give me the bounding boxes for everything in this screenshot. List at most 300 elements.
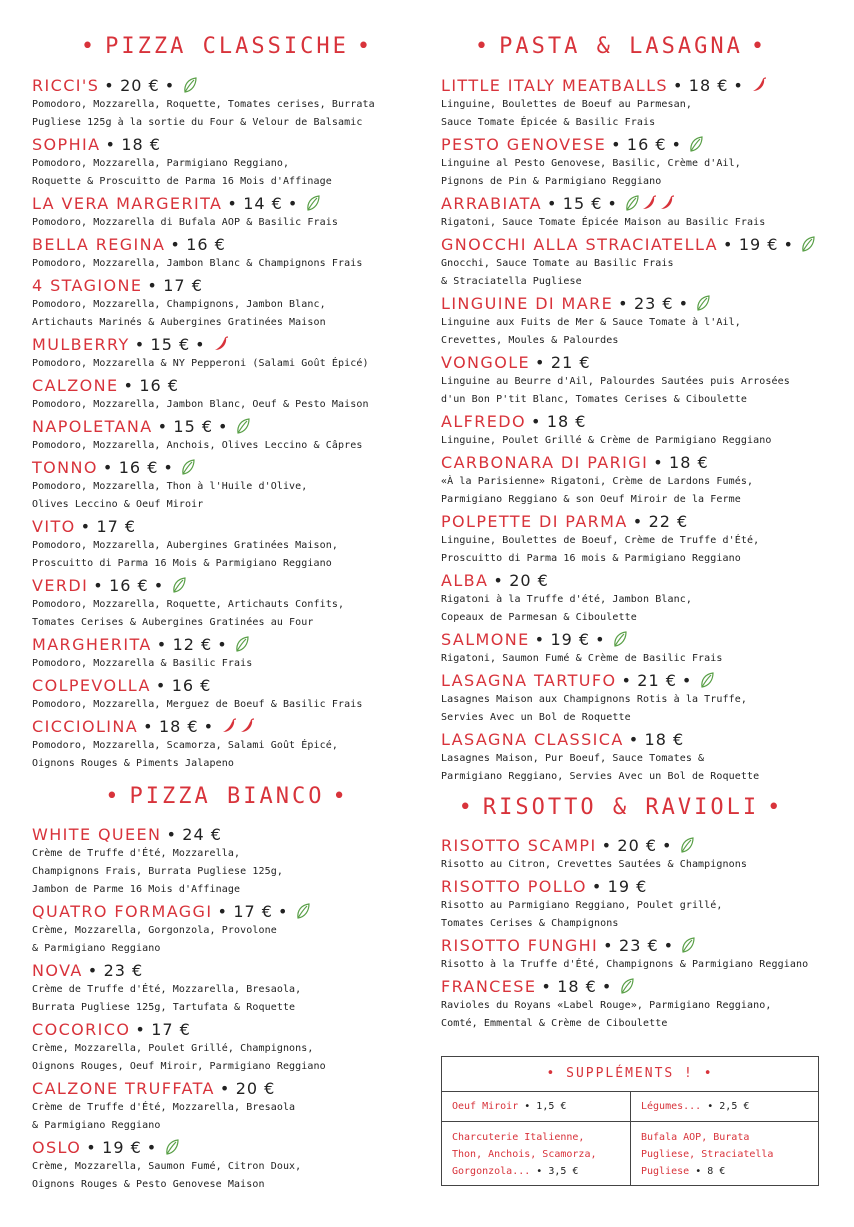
menu-item-name: PESTO GENOVESE: [441, 135, 607, 154]
menu-item-name: VONGOLE: [441, 353, 531, 372]
separator: •: [227, 194, 239, 213]
leaf-icon: [680, 837, 694, 853]
supplement-label: Bufala AOP, Burata: [641, 1132, 750, 1143]
menu-item-price: 17 €: [163, 276, 203, 295]
menu-item-description: Crème de Truffe d'Été, Mozzarella, Bresaola,: [32, 984, 302, 995]
menu-item-description: Crème, Mozzarella, Gorgonzola, Provolone: [32, 925, 277, 936]
menu-item-description: Proscuitto di Parma 16 mois & Parmigiano Reggiano: [441, 553, 741, 564]
menu-item-price: 17 €: [233, 902, 273, 921]
menu-item-name: COLPEVOLLA: [32, 676, 151, 695]
menu-item-header: [441, 194, 843, 214]
menu-item-description: Pomodoro, Mozzarella, Merguez de Boeuf & Basilic Frais: [32, 699, 363, 710]
separator: •: [135, 1020, 147, 1039]
menu-item-header: [32, 76, 422, 96]
separator: •: [607, 194, 619, 213]
leaf-icon: [296, 903, 310, 919]
menu-item: [441, 350, 843, 409]
menu-item-name: SOPHIA: [32, 135, 101, 154]
menu-item-description: Crevettes, Moules & Palourdes: [441, 335, 619, 346]
leaf-icon: [172, 577, 186, 593]
menu-item-header: [441, 294, 843, 314]
leaf-icon: [181, 459, 195, 475]
menu-item-header: [441, 571, 843, 591]
menu-item-name: FRANCESE: [441, 977, 537, 996]
menu-item-name: ALFREDO: [441, 412, 527, 431]
leaf-icon: [235, 636, 249, 652]
menu-item-description: Oignons Rouges & Pesto Genovese Maison: [32, 1179, 265, 1190]
separator: •: [663, 936, 675, 955]
menu-item-description: Roquette & Proscuitto de Parma 16 Mois d'Affinage: [32, 176, 332, 187]
menu-item-description: Crème, Mozzarella, Poulet Grillé, Champignons,: [32, 1043, 314, 1054]
menu-item-description: Comté, Emmental & Crème de Ciboulette: [441, 1018, 668, 1029]
menu-item-description: Linguine al Pesto Genovese, Basilic, Crème d'Ail,: [441, 158, 741, 169]
menu-item-header: [32, 1079, 422, 1099]
menu-item-name: CALZONE TRUFFATA: [32, 1079, 215, 1098]
menu-item: [441, 409, 843, 450]
menu-item: [441, 76, 843, 132]
menu-item-description: Parmigiano Reggiano & son Oeuf Miroir de la Ferme: [441, 494, 741, 505]
menu-item-name: MARGHERITA: [32, 635, 152, 654]
separator: •: [541, 977, 553, 996]
menu-item-name: COCORICO: [32, 1020, 131, 1039]
menu-item-price: 18 €: [557, 977, 597, 996]
divider: [442, 1121, 818, 1122]
separator: •: [219, 1079, 231, 1098]
menu-item: [32, 825, 422, 899]
supplement-label: Thon, Anchois, Scamorza,: [452, 1149, 597, 1160]
menu-item-description: Linguine aux Fuits de Mer & Sauce Tomate à l'Ail,: [441, 317, 741, 328]
menu-item-description: «À la Parisienne» Rigatoni, Crème de Lardons Fumés,: [441, 476, 754, 487]
menu-item-price: 19 €: [102, 1138, 142, 1157]
menu-item: [32, 373, 422, 414]
leaf-icon: [613, 631, 627, 647]
menu-item-name: RICCI'S: [32, 76, 100, 95]
menu-item-description: Tomates Cerises & Aubergines Gratinées au Four: [32, 617, 314, 628]
menu-item: [441, 668, 843, 727]
menu-item-description: Parmigiano Reggiano, Servies Avec un Bol de Roquette: [441, 771, 760, 782]
separator: •: [164, 76, 176, 95]
menu-item-description: Copeaux de Parmesan & Ciboulette: [441, 612, 637, 623]
menu-item-description: Linguine au Beurre d'Ail, Palourdes Sautées puis Arrosées: [441, 376, 790, 387]
menu-item-description: Crème de Truffe d'Été, Mozzarella, Bresaola: [32, 1102, 296, 1113]
supplement-price: • 2,5 €: [701, 1101, 750, 1112]
separator: •: [653, 453, 665, 472]
separator: •: [628, 730, 640, 749]
menu-item: [441, 450, 843, 509]
menu-item-header: [32, 1020, 422, 1040]
menu-item-price: 18 €: [688, 76, 729, 95]
separator: •: [531, 412, 542, 431]
supplement-label: Pugliese, Straciatella: [641, 1149, 774, 1160]
separator: •: [595, 630, 606, 649]
menu-item-price: 12 €: [172, 635, 213, 654]
supplement-cell: [641, 1129, 811, 1180]
menu-item-price: 19 €: [607, 877, 648, 896]
leaf-icon: [183, 77, 197, 93]
chili-pepper-icon: [751, 77, 767, 93]
menu-item-name: VERDI: [32, 576, 89, 595]
supplements-title: • SUPPLÉMENTS ! •: [442, 1057, 818, 1092]
menu-item-description: Pomodoro, Mozzarella, Parmigiano Reggiano,: [32, 158, 290, 169]
menu-item-name: WHITE QUEEN: [32, 825, 162, 844]
menu-item-description: d'un Bon P'tit Blanc, Tomates Cerises & Ciboulette: [441, 394, 748, 405]
separator: •: [156, 635, 168, 654]
menu-item-description: Pomodoro, Mozzarella & NY Pepperoni (Salami Goût Épicé): [32, 358, 369, 369]
menu-item: [32, 958, 422, 1017]
menu-item-header: [441, 412, 843, 432]
separator: •: [217, 635, 229, 654]
menu-item-description: Risotto au Parmigiano Reggiano, Poulet grillé,: [441, 900, 723, 911]
supplement-cell: [452, 1098, 628, 1115]
menu-item-price: 20 €: [509, 571, 549, 590]
supplement-cell: [452, 1129, 628, 1180]
menu-item: [32, 899, 422, 958]
menu-item-price: 19 €: [738, 235, 779, 254]
menu-item-price: 18 €: [158, 717, 199, 736]
menu-item-description: Crème de Truffe d'Été, Mozzarella,: [32, 848, 241, 859]
menu-item-price: 20 €: [235, 1079, 276, 1098]
risotto-ravioli-list: [441, 836, 843, 1033]
menu-item-price: 18 €: [644, 730, 685, 749]
menu-item-name: LA VERA MARGERITA: [32, 194, 223, 213]
menu-item: [441, 727, 843, 786]
separator: •: [601, 977, 613, 996]
menu-item: [441, 836, 843, 874]
menu-item: [441, 874, 843, 933]
separator: •: [155, 676, 167, 695]
menu-item-description: Pomodoro, Mozzarella, Roquette, Tomates cerises, Burrata: [32, 99, 375, 110]
menu-item-header: [441, 730, 843, 750]
menu-item-price: 15 €: [562, 194, 603, 213]
separator: •: [535, 353, 546, 372]
separator: •: [170, 235, 182, 254]
menu-item-description: Lasagnes Maison aux Champignons Rotis à la Truffe,: [441, 694, 748, 705]
leaf-icon: [620, 978, 634, 994]
separator: •: [153, 576, 165, 595]
menu-item: [32, 273, 422, 332]
menu-item: [32, 1017, 422, 1076]
menu-item-header: [441, 453, 843, 473]
menu-item: [32, 514, 422, 573]
menu-item-description: Pomodoro, Mozzarella, Scamorza, Salami Goût Épicé,: [32, 740, 339, 751]
separator: •: [195, 335, 207, 354]
menu-item-header: [32, 235, 422, 255]
separator: •: [603, 936, 615, 955]
chili-pepper-icon: [213, 336, 229, 352]
menu-item-price: 15 €: [173, 417, 214, 436]
menu-item: [32, 673, 422, 714]
menu-item-name: 4 STAGIONE: [32, 276, 143, 295]
menu-item-header: [441, 936, 843, 956]
menu-item-description: Crème, Mozzarella, Saumon Fumé, Citron Doux,: [32, 1161, 302, 1172]
menu-item-header: [441, 977, 843, 997]
menu-item-name: MULBERRY: [32, 335, 130, 354]
menu-item-description: Sauce Tomate Épicée & Basilic Frais: [441, 117, 656, 128]
menu-item-description: Proscuitto di Parma 16 Mois & Parmigiano Reggiano: [32, 558, 332, 569]
separator: •: [146, 1138, 158, 1157]
menu-item-description: Gnocchi, Sauce Tomate au Basilic Frais: [441, 258, 674, 269]
menu-item-name: ARRABIATA: [441, 194, 542, 213]
separator: •: [733, 76, 745, 95]
separator: •: [87, 961, 99, 980]
menu-item-description: & Straciatella Pugliese: [441, 276, 582, 287]
separator: •: [203, 717, 215, 736]
menu-item-name: LINGUINE DI MARE: [441, 294, 614, 313]
menu-item-name: BELLA REGINA: [32, 235, 166, 254]
separator: •: [671, 135, 683, 154]
menu-item-name: LASAGNA CLASSICA: [441, 730, 624, 749]
menu-item-price: 21 €: [550, 353, 591, 372]
menu-item-header: [32, 417, 422, 437]
menu-item-header: [32, 717, 422, 737]
menu-item-description: Champignons Frais, Burrata Pugliese 125g,: [32, 866, 283, 877]
menu-item-name: RISOTTO POLLO: [441, 877, 587, 896]
menu-item-name: TONNO: [32, 458, 98, 477]
menu-item-description: Risotto au Citron, Crevettes Sautées & Champignons: [441, 859, 748, 870]
pasta-lasagna-list: [441, 76, 843, 786]
menu-item-description: Lasagnes Maison, Pur Boeuf, Sauce Tomates &: [441, 753, 705, 764]
separator: •: [123, 376, 135, 395]
separator: •: [618, 294, 629, 313]
menu-item-price: 17 €: [151, 1020, 191, 1039]
menu-item-header: [441, 836, 843, 856]
menu-item-header: [441, 877, 843, 897]
menu-item: [32, 232, 422, 273]
menu-item-name: CICCIOLINA: [32, 717, 139, 736]
menu-item: [441, 232, 843, 291]
menu-item-header: [441, 512, 843, 532]
section-title-risotto-ravioli: • RISOTTO & RAVIOLI •: [458, 795, 784, 820]
menu-item-price: 17 €: [96, 517, 137, 536]
separator: •: [102, 458, 114, 477]
leaf-icon: [689, 136, 703, 152]
menu-item-description: Pomodoro, Mozzarella, Roquette, Artichauts Confits,: [32, 599, 345, 610]
menu-item: [441, 509, 843, 568]
separator: •: [86, 1138, 98, 1157]
menu-item-price: 15 €: [150, 335, 191, 354]
separator: •: [80, 517, 92, 536]
menu-item: [32, 714, 422, 773]
menu-item-price: 20 €: [120, 76, 160, 95]
menu-item-price: 20 €: [617, 836, 658, 855]
menu-item-description: Pomodoro, Mozzarella, Anchois, Olives Leccino & Câpres: [32, 440, 363, 451]
separator: •: [134, 335, 146, 354]
menu-item: [32, 132, 422, 191]
separator: •: [157, 417, 169, 436]
menu-item-description: & Parmigiano Reggiano: [32, 1120, 161, 1131]
separator: •: [143, 717, 154, 736]
separator: •: [217, 902, 229, 921]
pizza-bianco-list: [32, 825, 422, 1194]
menu-item-description: Risotto à la Truffe d'Été, Champignons & Parmigiano Reggiano: [441, 959, 809, 970]
supplement-cell: [641, 1098, 811, 1115]
supplement-price: • 3,5 €: [530, 1166, 579, 1177]
supplement-label: Légumes... • 2,5 €: [641, 1101, 750, 1112]
menu-item-description: Ravioles du Royans «Label Rouge», Parmigiano Reggiano,: [441, 1000, 772, 1011]
menu-item-price: 18 €: [121, 135, 161, 154]
supplement-price: • 8 €: [689, 1166, 726, 1177]
supplement-label: Gorgonzola... • 3,5 €: [452, 1166, 579, 1177]
supplement-price: • 1,5 €: [518, 1101, 567, 1112]
menu-item-description: Linguine, Poulet Grillé & Crème de Parmigiano Reggiano: [441, 435, 772, 446]
menu-item-price: 18 €: [546, 412, 587, 431]
menu-item-description: Artichauts Marinés & Aubergines Gratinées Maison: [32, 317, 326, 328]
separator: •: [93, 576, 105, 595]
menu-item-price: 23 €: [633, 294, 674, 313]
menu-item-description: Linguine, Boulettes de Boeuf, Crème de Truffe d'Été,: [441, 535, 760, 546]
separator: •: [218, 417, 229, 436]
menu-item-name: OSLO: [32, 1138, 82, 1157]
separator: •: [621, 671, 633, 690]
menu-item-header: [441, 630, 843, 650]
separator: •: [277, 902, 289, 921]
menu-item-description: Oignons Rouges, Oeuf Miroir, Parmigiano Reggiano: [32, 1061, 326, 1072]
leaf-icon: [625, 195, 639, 211]
menu-item-name: ALBA: [441, 571, 489, 590]
leaf-icon: [681, 937, 695, 953]
menu-item-header: [32, 635, 422, 655]
menu-item-price: 21 €: [637, 671, 677, 690]
menu-item-price: 22 €: [648, 512, 689, 531]
separator: •: [601, 836, 613, 855]
separator: •: [493, 571, 505, 590]
menu-item-name: LASAGNA TARTUFO: [441, 671, 617, 690]
section-title-pizza-classiche: • PIZZA CLASSICHE •: [80, 34, 374, 59]
menu-item-price: 16 €: [118, 458, 159, 477]
leaf-icon: [236, 418, 250, 434]
pizza-classiche-list: [32, 76, 422, 773]
menu-item-name: RISOTTO FUNGHI: [441, 936, 599, 955]
menu-item-price: 23 €: [103, 961, 144, 980]
menu-item-header: [441, 671, 843, 691]
leaf-icon: [700, 672, 714, 688]
menu-item-price: 24 €: [182, 825, 222, 844]
menu-item: [32, 1076, 422, 1135]
menu-item-header: [32, 376, 422, 396]
menu-item-price: 16 €: [109, 576, 149, 595]
menu-item-price: 16 €: [626, 135, 667, 154]
separator: •: [147, 276, 159, 295]
menu-item-name: QUATRO FORMAGGI: [32, 902, 213, 921]
menu-item-description: Pomodoro, Mozzarella & Basilic Frais: [32, 658, 253, 669]
menu-item-header: [441, 76, 843, 96]
menu-item-name: POLPETTE DI PARMA: [441, 512, 628, 531]
separator: •: [166, 825, 178, 844]
menu-item-description: Servies Avec un Bol de Roquette: [441, 712, 631, 723]
menu-item-header: [32, 276, 422, 296]
separator: •: [591, 877, 603, 896]
separator: •: [546, 194, 558, 213]
menu-item-description: Pomodoro, Mozzarella, Champignons, Jambon Blanc,: [32, 299, 326, 310]
menu-item-description: Pomodoro, Mozzarella, Aubergines Gratinées Maison,: [32, 540, 339, 551]
menu-item-description: Tomates Cerises & Champignons: [441, 918, 619, 929]
menu-item-name: NOVA: [32, 961, 83, 980]
supplement-label: Charcuterie Italienne,: [452, 1132, 585, 1143]
menu-item-header: [32, 135, 422, 155]
supplements-box: [441, 1056, 819, 1186]
menu-item-description: Pugliese 125g à la sortie du Four & Velour de Balsamic: [32, 117, 363, 128]
menu-item-description: Pomodoro, Mozzarella, Jambon Blanc, Oeuf & Pesto Maison: [32, 399, 369, 410]
menu-item-header: [32, 194, 422, 214]
section-title-pasta-lasagna: • PASTA & LASAGNA •: [474, 34, 768, 59]
menu-item: [32, 191, 422, 232]
menu-item-description: Linguine, Boulettes de Boeuf au Parmesan,: [441, 99, 692, 110]
menu-item-price: 18 €: [669, 453, 709, 472]
section-title-pizza-bianco: • PIZZA BIANCO •: [105, 784, 349, 809]
menu-item: [441, 191, 843, 232]
menu-item-description: Olives Leccino & Oeuf Miroir: [32, 499, 204, 510]
menu-item: [32, 632, 422, 673]
menu-item-name: VITO: [32, 517, 76, 536]
menu-item-description: Rigatoni à la Truffe d'été, Jambon Blanc,: [441, 594, 692, 605]
separator: •: [105, 135, 117, 154]
menu-item-name: CARBONARA DI PARIGI: [441, 453, 649, 472]
menu-item-price: 19 €: [550, 630, 591, 649]
chili-pepper-icon: [641, 195, 657, 211]
menu-item-price: 16 €: [139, 376, 179, 395]
menu-item-price: 23 €: [619, 936, 659, 955]
menu-item: [32, 414, 422, 455]
menu-item-header: [441, 353, 843, 373]
menu-item-header: [32, 576, 422, 596]
separator: •: [783, 235, 795, 254]
menu-item-description: Jambon de Parme 16 Mois d'Affinage: [32, 884, 241, 895]
supplements-grid: [442, 1092, 818, 1185]
menu-item-header: [32, 676, 422, 696]
menu-item: [441, 291, 843, 350]
menu-item: [441, 974, 843, 1033]
menu-item-description: Pomodoro, Mozzarella, Thon à l'Huile d'Olive,: [32, 481, 308, 492]
menu-item-name: CALZONE: [32, 376, 119, 395]
separator: •: [723, 235, 734, 254]
menu-item-name: RISOTTO SCAMPI: [441, 836, 597, 855]
leaf-icon: [696, 295, 710, 311]
menu-item-header: [32, 961, 422, 981]
chili-pepper-icon: [221, 718, 237, 734]
menu-item: [441, 933, 843, 974]
menu-item-description: Pignons de Pin & Parmigiano Reggiano: [441, 176, 662, 187]
leaf-icon: [801, 236, 815, 252]
menu-item-name: LITTLE ITALY MEATBALLS: [441, 76, 668, 95]
menu-item: [32, 573, 422, 632]
menu-item-description: & Parmigiano Reggiano: [32, 943, 161, 954]
menu-item-price: 16 €: [171, 676, 212, 695]
menu-item-description: Rigatoni, Saumon Fumé & Crème de Basilic Frais: [441, 653, 723, 664]
menu-item-description: Pomodoro, Mozzarella di Bufala AOP & Basilic Frais: [32, 217, 339, 228]
menu-item: [32, 332, 422, 373]
leaf-icon: [306, 195, 320, 211]
menu-item-header: [441, 235, 843, 255]
menu-item-header: [32, 1138, 422, 1158]
supplement-label: Pugliese • 8 €: [641, 1166, 726, 1177]
separator: •: [662, 836, 673, 855]
menu-item: [441, 132, 843, 191]
chili-pepper-icon: [659, 195, 675, 211]
separator: •: [534, 630, 546, 649]
separator: •: [632, 512, 644, 531]
menu-item-description: Pomodoro, Mozzarella, Jambon Blanc & Champignons Frais: [32, 258, 363, 269]
menu-item-description: Burrata Pugliese 125g, Tartufata & Roquette: [32, 1002, 296, 1013]
supplement-label: Oeuf Miroir • 1,5 €: [452, 1101, 567, 1112]
separator: •: [678, 294, 690, 313]
menu-item-description: Oignons Rouges & Piments Jalapeno: [32, 758, 234, 769]
menu-item-name: GNOCCHI ALLA STRACIATELLA: [441, 235, 718, 254]
menu-item-name: NAPOLETANA: [32, 417, 153, 436]
menu-item-price: 14 €: [243, 194, 283, 213]
separator: •: [287, 194, 299, 213]
divider: [630, 1092, 631, 1185]
menu-item: [441, 568, 843, 627]
